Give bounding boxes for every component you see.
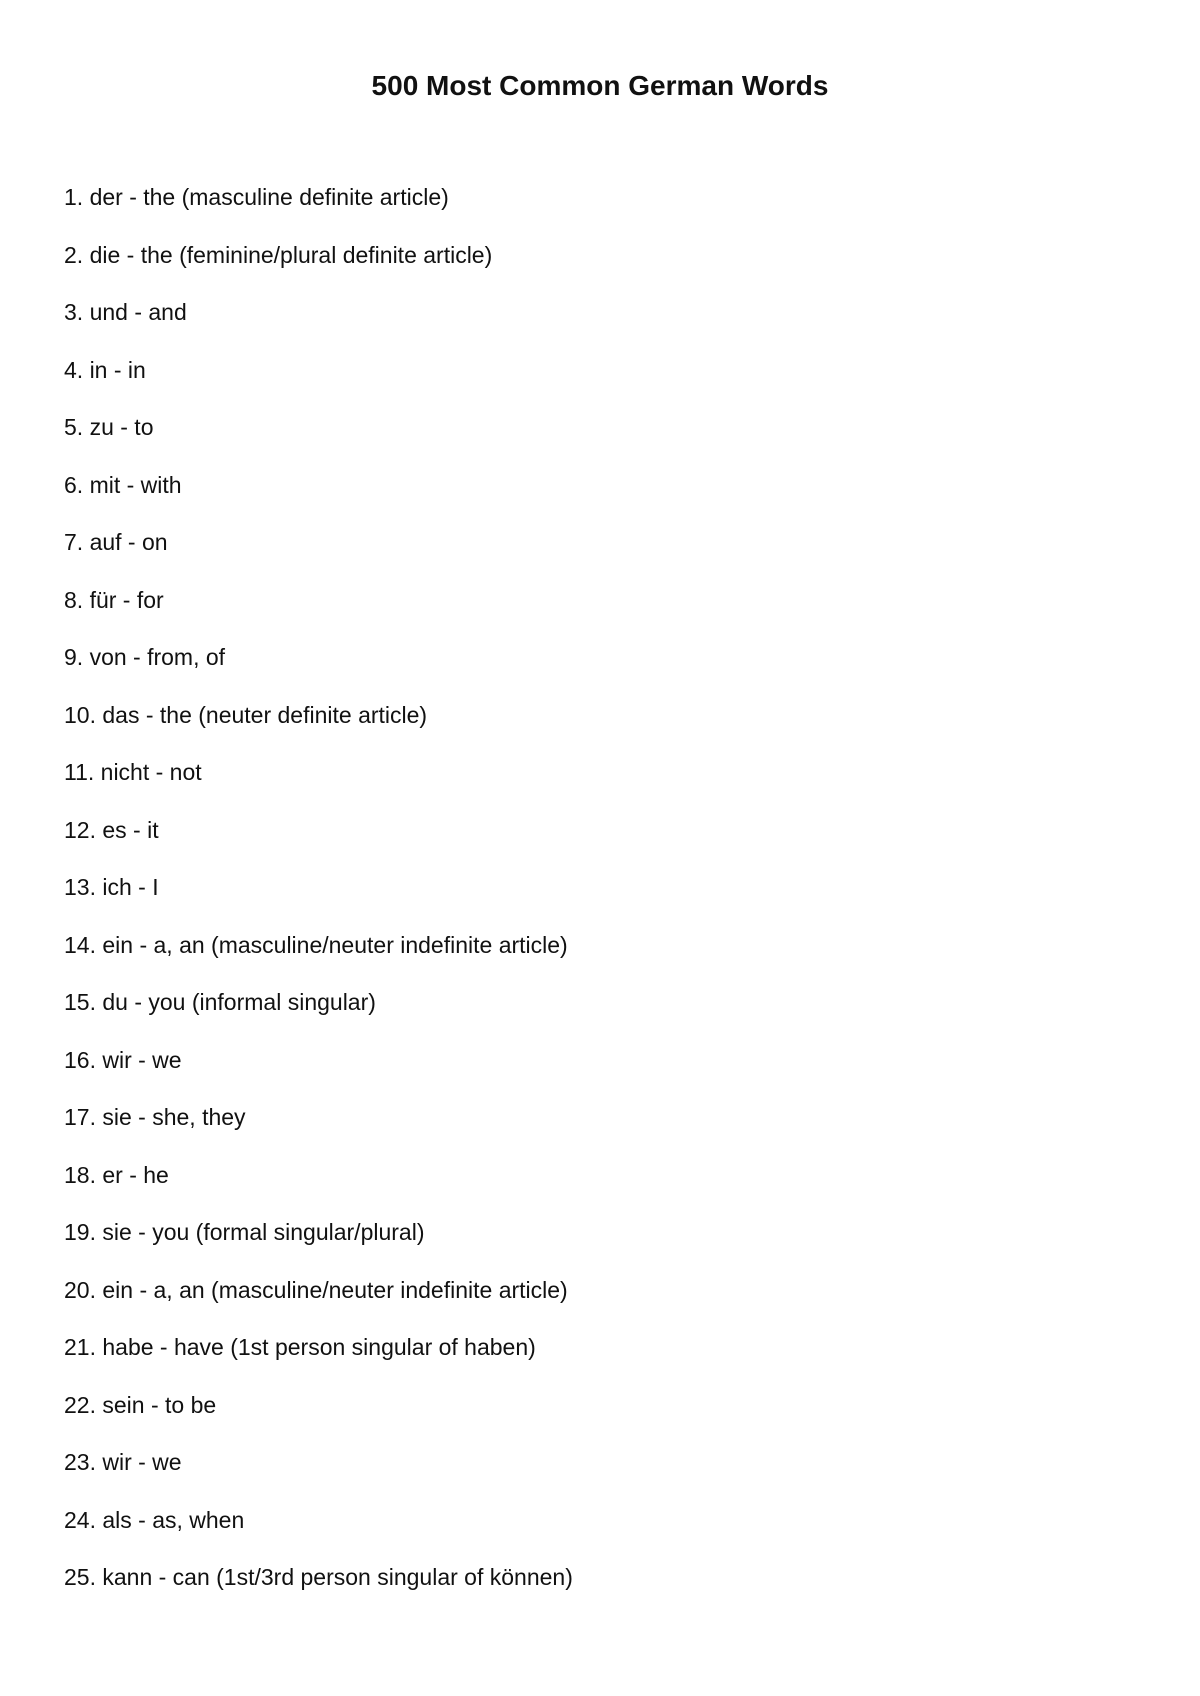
list-item: 19. sie - you (formal singular/plural) [64,1219,425,1245]
list-item: 2. die - the (feminine/plural definite article) [64,241,493,268]
list-item: 20. ein - a, an (masculine/neuter indefinite article) [64,1276,568,1303]
list-item: 8. für - for [64,586,164,613]
list-item: 17. sie - she, they [64,1104,246,1130]
list-item: 6. mit - with [64,471,182,498]
list-item: 5. zu - to [64,414,154,440]
list-item: 21. habe - have (1st person singular of haben) [64,1334,536,1360]
list-item: 25. kann - can (1st/3rd person singular of können) [64,1564,573,1590]
list-item: 15. du - you (informal singular) [64,989,376,1015]
list-item: 18. er - he [64,1161,169,1188]
page-title: 500 Most Common German Words [371,70,829,101]
list-item: 12. es - it [64,816,159,843]
list-item: 3. und - and [64,299,187,325]
list-item: 10. das - the (neuter definite article) [64,701,428,728]
word-list [64,182,573,1620]
list-item: 16. wir - we [64,1046,182,1073]
list-item: 11. nicht - not [64,759,202,785]
list-item: 23. wir - we [64,1449,182,1475]
list-item: 1. der - the (masculine definite article) [64,184,449,210]
list-item: 14. ein - a, an (masculine/neuter indefinite article) [64,931,568,958]
list-item: 7. auf - on [64,529,168,555]
list-item: 13. ich - I [64,874,159,900]
list-item: 4. in - in [64,356,146,383]
list-item: 9. von - from, of [64,644,226,670]
list-item: 22. sein - to be [64,1391,217,1418]
list-item: 24. als - as, when [64,1506,245,1533]
